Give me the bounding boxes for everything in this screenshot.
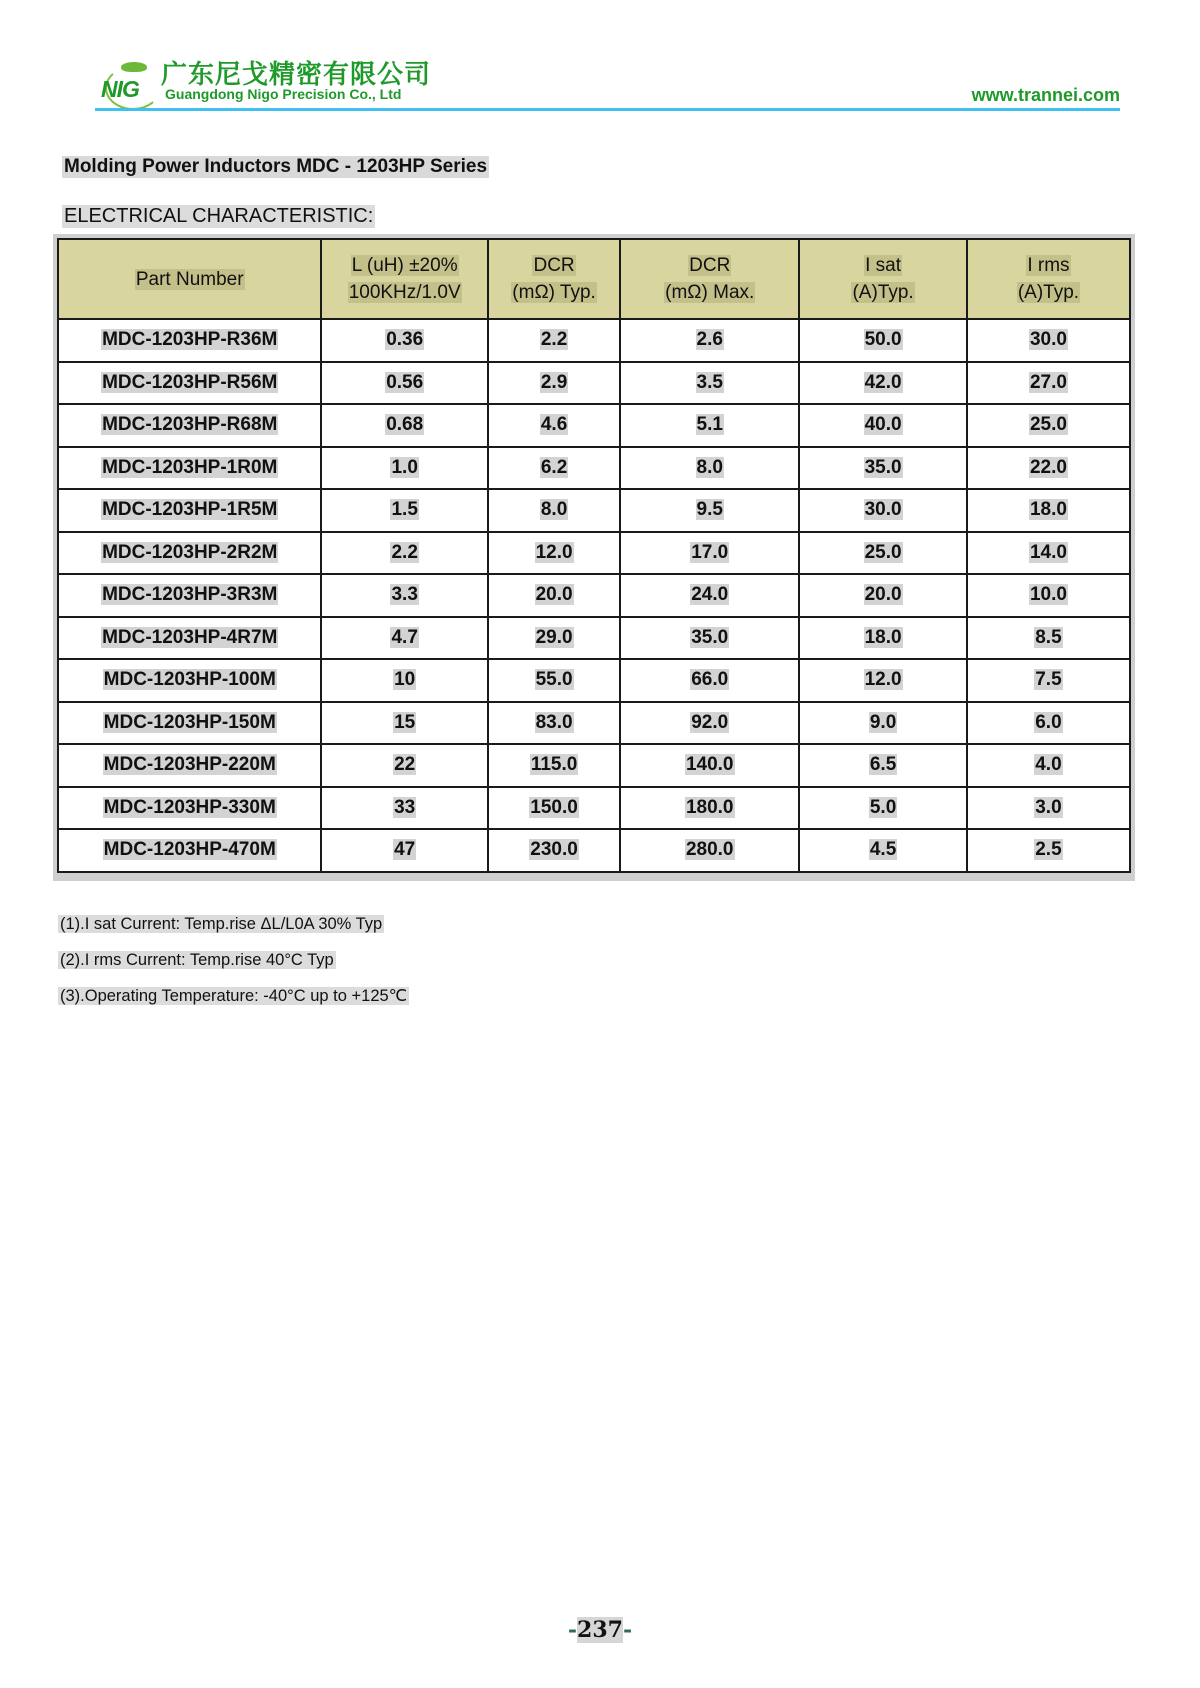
part-number-cell: MDC-1203HP-150M (58, 702, 321, 745)
table-row (58, 829, 1130, 872)
value-cell: 10.0 (967, 574, 1130, 617)
value-cell: 12.0 (488, 532, 620, 575)
value-cell: 42.0 (799, 362, 967, 405)
value-cell: 4.6 (488, 404, 620, 447)
value-cell: 9.0 (799, 702, 967, 745)
value-cell: 92.0 (620, 702, 799, 745)
value-cell: 83.0 (488, 702, 620, 745)
footnote-irms: (2).I rms Current: Temp.rise 40°C Typ (60, 951, 334, 969)
value-cell: 280.0 (620, 829, 799, 872)
value-cell: 5.0 (799, 787, 967, 830)
value-cell: 10 (321, 659, 487, 702)
value-cell: 35.0 (620, 617, 799, 660)
part-number-cell: MDC-1203HP-330M (58, 787, 321, 830)
part-number-cell: MDC-1203HP-R36M (58, 319, 321, 362)
part-number-cell: MDC-1203HP-4R7M (58, 617, 321, 660)
part-number-cell: MDC-1203HP-3R3M (58, 574, 321, 617)
part-number-cell: MDC-1203HP-100M (58, 659, 321, 702)
value-cell: 1.5 (321, 489, 487, 532)
value-cell: 20.0 (799, 574, 967, 617)
part-number-cell: MDC-1203HP-R56M (58, 362, 321, 405)
value-cell: 18.0 (967, 489, 1130, 532)
document-title: Molding Power Inductors MDC - 1203HP Series (64, 156, 488, 177)
value-cell: 4.7 (321, 617, 487, 660)
value-cell: 8.0 (488, 489, 620, 532)
value-cell: 0.68 (321, 404, 487, 447)
column-header: L (uH) ±20% 100KHz/1.0V (321, 239, 487, 319)
value-cell: 2.2 (488, 319, 620, 362)
value-cell: 12.0 (799, 659, 967, 702)
value-cell: 230.0 (488, 829, 620, 872)
table-row (58, 404, 1130, 447)
table-row (58, 532, 1130, 575)
value-cell: 15 (321, 702, 487, 745)
value-cell: 3.5 (620, 362, 799, 405)
table-row (58, 617, 1130, 660)
value-cell: 6.2 (488, 447, 620, 490)
table-row (58, 574, 1130, 617)
value-cell: 20.0 (488, 574, 620, 617)
part-number-cell: MDC-1203HP-R68M (58, 404, 321, 447)
table-row (58, 447, 1130, 490)
value-cell: 0.36 (321, 319, 487, 362)
column-header: I sat (A)Typ. (799, 239, 967, 319)
value-cell: 6.5 (799, 744, 967, 787)
header-divider (95, 108, 1120, 111)
value-cell: 0.56 (321, 362, 487, 405)
value-cell: 40.0 (799, 404, 967, 447)
company-logo (101, 62, 163, 106)
part-number-cell: MDC-1203HP-220M (58, 744, 321, 787)
column-header: DCR (mΩ) Max. (620, 239, 799, 319)
logo-text: NIG (101, 76, 139, 102)
table-row (58, 787, 1130, 830)
footnote-isat: (1).I sat Current: Temp.rise ΔL/L0A 30% Typ (60, 915, 383, 933)
value-cell: 2.9 (488, 362, 620, 405)
value-cell: 66.0 (620, 659, 799, 702)
value-cell: 4.5 (799, 829, 967, 872)
value-cell: 22 (321, 744, 487, 787)
column-header: DCR (mΩ) Typ. (488, 239, 620, 319)
value-cell: 8.0 (620, 447, 799, 490)
value-cell: 33 (321, 787, 487, 830)
footnote-operating-temp: (3).Operating Temperature: -40°C up to +125℃ (60, 987, 408, 1005)
value-cell: 3.3 (321, 574, 487, 617)
value-cell: 5.1 (620, 404, 799, 447)
value-cell: 35.0 (799, 447, 967, 490)
value-cell: 1.0 (321, 447, 487, 490)
value-cell: 8.5 (967, 617, 1130, 660)
section-title: ELECTRICAL CHARACTERISTIC: (64, 205, 374, 227)
part-number-cell: MDC-1203HP-2R2M (58, 532, 321, 575)
value-cell: 25.0 (967, 404, 1130, 447)
table-row (58, 702, 1130, 745)
page-number-value: 237 (577, 1617, 623, 1643)
value-cell: 24.0 (620, 574, 799, 617)
table-header-row (58, 239, 1130, 319)
value-cell: 17.0 (620, 532, 799, 575)
value-cell: 2.6 (620, 319, 799, 362)
footnotes (58, 913, 409, 1021)
value-cell: 140.0 (620, 744, 799, 787)
page-header (95, 52, 1120, 114)
value-cell: 47 (321, 829, 487, 872)
website-link[interactable]: www.trannei.com (971, 85, 1120, 105)
value-cell: 150.0 (488, 787, 620, 830)
company-name-cn: 广东尼戈精密有限公司 (161, 60, 432, 90)
value-cell: 3.0 (967, 787, 1130, 830)
value-cell: 4.0 (967, 744, 1130, 787)
value-cell: 27.0 (967, 362, 1130, 405)
part-number-cell: MDC-1203HP-1R5M (58, 489, 321, 532)
electrical-characteristics-table (53, 234, 1135, 881)
value-cell: 50.0 (799, 319, 967, 362)
column-header: I rms (A)Typ. (967, 239, 1130, 319)
value-cell: 55.0 (488, 659, 620, 702)
value-cell: 25.0 (799, 532, 967, 575)
value-cell: 18.0 (799, 617, 967, 660)
value-cell: 9.5 (620, 489, 799, 532)
table-row (58, 319, 1130, 362)
company-name-en: Guangdong Nigo Precision Co., Ltd (165, 86, 402, 102)
value-cell: 7.5 (967, 659, 1130, 702)
table-row (58, 489, 1130, 532)
value-cell: 14.0 (967, 532, 1130, 575)
part-number-cell: MDC-1203HP-1R0M (58, 447, 321, 490)
table-row (58, 362, 1130, 405)
value-cell: 2.5 (967, 829, 1130, 872)
table-row (58, 659, 1130, 702)
value-cell: 30.0 (799, 489, 967, 532)
value-cell: 29.0 (488, 617, 620, 660)
value-cell: 2.2 (321, 532, 487, 575)
value-cell: 6.0 (967, 702, 1130, 745)
column-header: Part Number (58, 239, 321, 319)
value-cell: 22.0 (967, 447, 1130, 490)
value-cell: 180.0 (620, 787, 799, 830)
value-cell: 115.0 (488, 744, 620, 787)
table-row (58, 744, 1130, 787)
page-number: -237- (567, 1617, 633, 1643)
part-number-cell: MDC-1203HP-470M (58, 829, 321, 872)
value-cell: 30.0 (967, 319, 1130, 362)
